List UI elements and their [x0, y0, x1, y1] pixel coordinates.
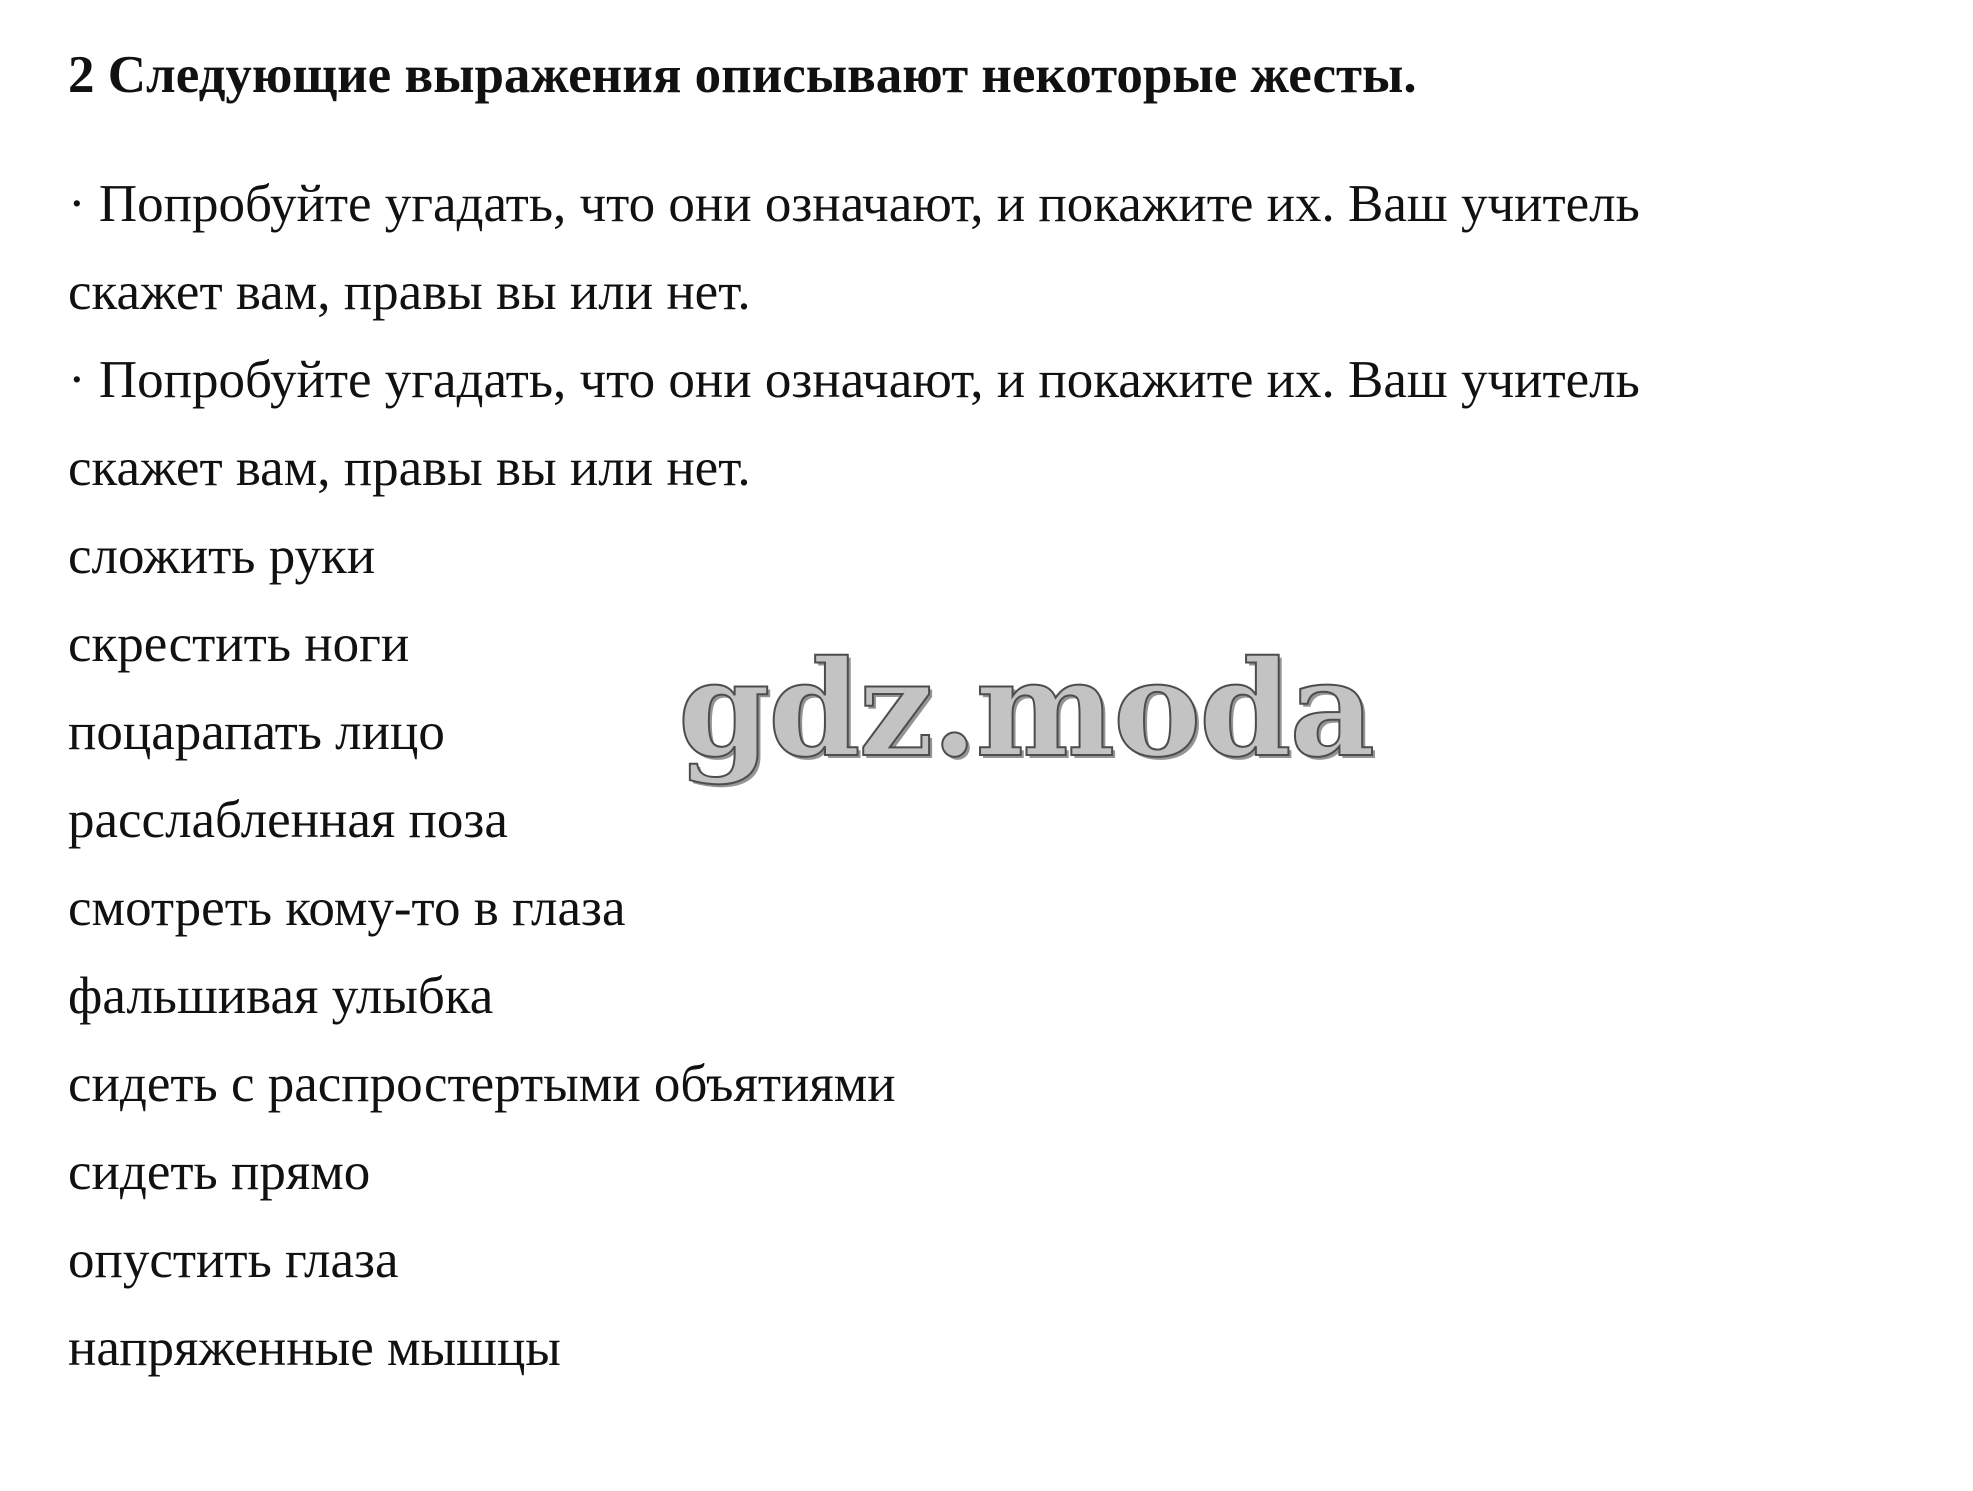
instruction-line: скажет вам, правы вы или нет.: [68, 439, 751, 497]
gesture-item: опустить глаза: [68, 1231, 399, 1289]
gesture-item: фальшивая улыбка: [68, 967, 494, 1025]
watermark: gdz.moda: [678, 632, 1374, 787]
gesture-item: сидеть с распростертыми объятиями: [68, 1055, 896, 1113]
gesture-item: скрестить ноги: [68, 615, 410, 673]
instruction-line: · Попробуйте угадать, что они означают, и покажите их. Ваш учитель: [68, 175, 1640, 233]
gesture-item: сидеть прямо: [68, 1143, 371, 1201]
instruction-line: · Попробуйте угадать, что они означают, и покажите их. Ваш учитель: [68, 351, 1640, 409]
gesture-item: смотреть кому-то в глаза: [68, 879, 626, 937]
gesture-item: расслабленная поза: [68, 791, 508, 849]
instruction-line: скажет вам, правы вы или нет.: [68, 263, 751, 321]
gesture-item: поцарапать лицо: [68, 703, 445, 761]
gesture-item: сложить руки: [68, 527, 376, 585]
exercise-heading: 2 Следующие выражения описывают некоторые жесты.: [68, 46, 1417, 104]
gesture-item: напряженные мышцы: [68, 1319, 561, 1377]
